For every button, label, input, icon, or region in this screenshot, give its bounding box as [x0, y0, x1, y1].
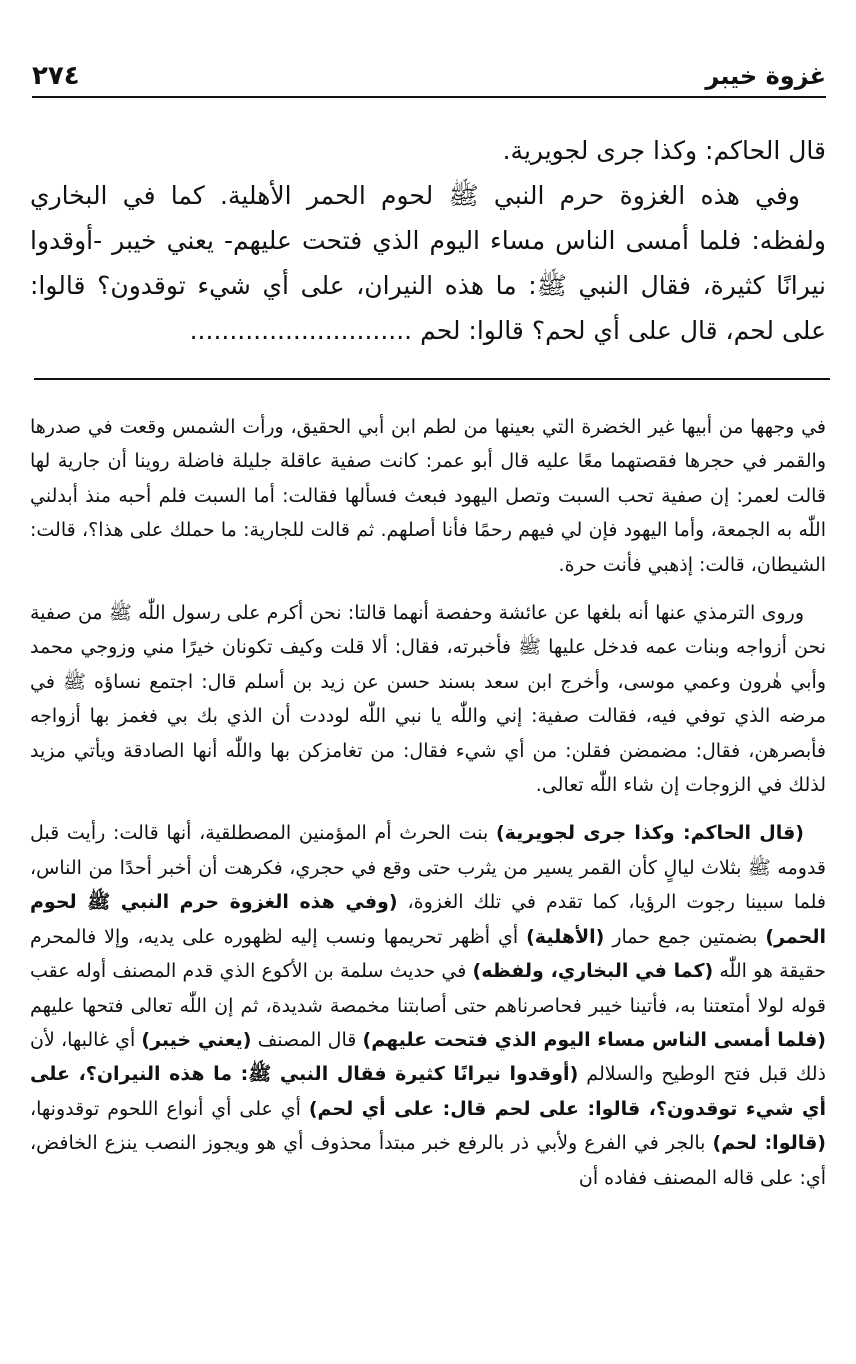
page-number: ٢٧٤	[32, 61, 80, 91]
commentary-paragraph-3	[30, 816, 826, 1194]
commentary-text-run: قال المصنف	[251, 1028, 363, 1051]
quoted-text: (فلما أمسى الناس مساء اليوم الذي فتحت عليهم)	[362, 1028, 826, 1051]
main-text	[30, 128, 826, 353]
quoted-text: (أوقدوا نيرانًا كثيرة فقال النبي ﷺ: ما هذه النيران؟، على أي شيء توقدون؟، قالوا: على لحم قال: على أي لحم)	[30, 1063, 826, 1120]
quoted-text: (يعني خيبر)	[141, 1028, 252, 1051]
quoted-text: (قالوا: لحم)	[712, 1132, 826, 1155]
running-title: غزوة خيبر	[705, 62, 826, 90]
commentary-text-run: بنت الحرث أم المؤمنين المصطلقية، أنها قالت: رأيت قبل قدومه ﷺ بثلاث ليالٍ كأن القمر يسير من يثرب حتى وقع في حجري، فكرهت أن أخبر أحدًا من الناس، فلما سبينا رجوت الرؤيا، كما تقدم في تلك الغزوة،	[30, 822, 826, 914]
quoted-text: (الأهلية)	[526, 925, 605, 948]
section-divider	[34, 378, 830, 380]
quoted-text: (كما في البخاري، ولفظه)	[472, 960, 714, 983]
quoted-text: (قال الحاكم: وكذا جرى لجويرية)	[495, 822, 804, 845]
commentary-text-run: بضمتين جمع حمار	[604, 925, 766, 948]
main-paragraph-2: وفي هذه الغزوة حرم النبي ﷺ لحوم الحمر الأهلية. كما في البخاري ولفظه: فلما أمسى الناس مساء اليوم الذي فتحت عليهم- يعني خيبر -أوقدوا نيرانًا كثيرة، فقال النبي ﷺ: ما هذه النيران، على أي شيء توقدون؟ قالوا: على لحم، قال على أي لحم؟ قالوا: لحم ............................	[30, 181, 826, 345]
commentary-text-run: بالجر في الفرع ولأبي ذر بالرفع خبر مبتدأ محذوف أي هو ويجوز النصب ينزع الخافض، أي: على قاله المصنف ففاده أن	[30, 1132, 826, 1189]
commentary-text	[30, 410, 826, 1195]
main-paragraph-1: قال الحاكم: وكذا جرى لجويرية.	[502, 136, 826, 165]
commentary-paragraph-1: في وجهها من أبيها غير الخضرة التي بعينها من لطم ابن أبي الحقيق، ورأت الشمس وقعت في صدرها والقمر في حجرها فقصتهما معًا عليه قال أبو عمر: كانت صفية عاقلة جليلة فاضلة روينا أن جارية لها قالت لعمر: إن صفية تحب السبت وتصل اليهود فبعث فسألها فقالت: أما السبت فلم أحبه منذ أبدلني اللّٰه به الجمعة، وأما اليهود فإن لي فيهم رحمًا فأنا أصلهم. ثم قالت للجارية: ما حملك على هذا؟، قالت: الشيطان، قالت: إذهبي فأنت حرة.	[30, 416, 826, 576]
commentary-paragraph-2: وروى الترمذي عنها أنه بلغها عن عائشة وحفصة أنهما قالتا: نحن أكرم على رسول اللّٰه ﷺ من صفية نحن أزواجه وبنات عمه فدخل عليها ﷺ فأخبرته، فقال: ألا قلت وكيف تكونان خيرًا مني وزوجي محمد وأبي هٰرون وعمي موسى، وأخرج ابن سعد بسند حسن عن زيد بن أسلم قال: اجتمع نساؤه ﷺ في مرضه الذي توفي فيه، فقالت صفية: إني واللّٰه يا نبي اللّٰه لوددت أن الذي بك بي فغمز بها أزواجه فأبصرهن، فقال: مضمضن فقلن: من أي شيء فقال: من تغامزكن بها واللّٰه أنها الصادقة ويأتي مزيد لذلك في الزوجات إن شاء اللّٰه تعالى.	[30, 602, 826, 797]
commentary-text-run: في حديث سلمة بن الأكوع الذي قدم المصنف أوله عقب قوله لولا أمتعتنا به، فأتينا خيبر فحاصرناهم حتى أصابتنا مخمصة شديدة، ثم إن اللّٰه تعالى فتحها عليهم	[30, 960, 826, 1017]
quoted-text: (وفي هذه الغزوة حرم النبي ﷺ لحوم الحمر)	[30, 891, 826, 948]
commentary-text-run: أي أظهر تحريمها ونسب إليه لظهوره على يديه، وإلا فالمحرم حقيقة هو اللّٰه	[30, 925, 826, 983]
commentary-text-run: أي على أي أنواع اللحوم توقدونها،	[30, 1097, 309, 1120]
commentary-text-run: أي غالبها، لأن ذلك قبل فتح الوطيح والسلالم	[30, 1028, 827, 1086]
page-header	[32, 56, 826, 98]
